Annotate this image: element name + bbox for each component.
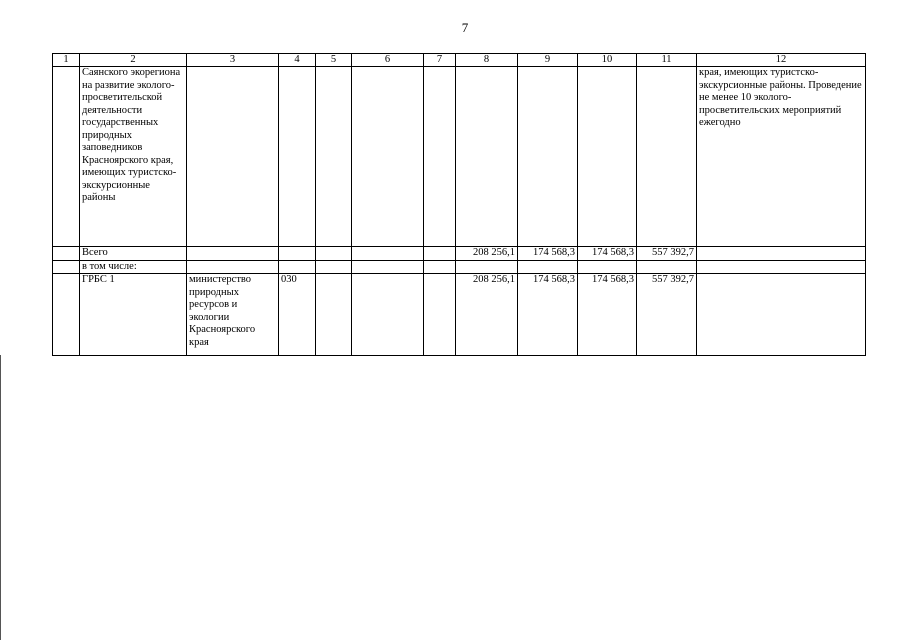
cell-empty bbox=[316, 67, 352, 247]
cell-empty bbox=[697, 260, 866, 274]
cell-empty bbox=[697, 247, 866, 261]
table-row-continuation bbox=[53, 67, 866, 247]
grbs-value-col11: 557 392,7 bbox=[637, 274, 697, 356]
cell-empty bbox=[424, 67, 456, 247]
cell-empty bbox=[279, 67, 316, 247]
table-row-grbs bbox=[53, 274, 866, 356]
cell-empty bbox=[187, 260, 279, 274]
table-row-total bbox=[53, 247, 866, 261]
grbs-value-col9: 174 568,3 bbox=[518, 274, 578, 356]
ministry-name: министерство природных ресурсов и экологии Красноярского края bbox=[187, 274, 279, 356]
cell-empty bbox=[352, 67, 424, 247]
cell-empty bbox=[187, 247, 279, 261]
cell-empty bbox=[424, 260, 456, 274]
cell-empty bbox=[637, 260, 697, 274]
cell-empty bbox=[352, 260, 424, 274]
expected-result-cell: края, имеющих туристско-экскурсионные районы. Проведение не менее 10 эколого-просветительских мероприятий ежегодно bbox=[697, 67, 866, 247]
scan-edge-line bbox=[0, 355, 1, 640]
cell-empty bbox=[578, 67, 637, 247]
cell-empty bbox=[53, 260, 80, 274]
total-value-col8: 208 256,1 bbox=[456, 247, 518, 261]
total-value-col9: 174 568,3 bbox=[518, 247, 578, 261]
column-number-row bbox=[53, 54, 866, 67]
column-header-5: 5 bbox=[316, 54, 352, 67]
cell-empty bbox=[352, 274, 424, 356]
grbs-value-col8: 208 256,1 bbox=[456, 274, 518, 356]
including-label: в том числе: bbox=[80, 260, 187, 274]
cell-empty bbox=[424, 247, 456, 261]
cell-empty bbox=[456, 67, 518, 247]
cell-empty bbox=[279, 247, 316, 261]
column-header-11: 11 bbox=[637, 54, 697, 67]
task-description-cell: Саянского экорегиона на развитие эколого-просветительской деятельности государственных природных заповедников Красноярского края, имеющих туристско-экскурсионные районы bbox=[80, 67, 187, 247]
column-header-12: 12 bbox=[697, 54, 866, 67]
column-header-2: 2 bbox=[80, 54, 187, 67]
table-row-including bbox=[53, 260, 866, 274]
total-value-col10: 174 568,3 bbox=[578, 247, 637, 261]
grbs-label: ГРБС 1 bbox=[80, 274, 187, 356]
cell-empty bbox=[518, 260, 578, 274]
cell-empty bbox=[518, 67, 578, 247]
page-number: 7 bbox=[461, 20, 469, 35]
cell-empty bbox=[279, 260, 316, 274]
cell-empty bbox=[697, 274, 866, 356]
grbs-value-col10: 174 568,3 bbox=[578, 274, 637, 356]
total-value-col11: 557 392,7 bbox=[637, 247, 697, 261]
column-header-8: 8 bbox=[456, 54, 518, 67]
cell-empty bbox=[456, 260, 518, 274]
cell-empty bbox=[637, 67, 697, 247]
cell-empty bbox=[53, 274, 80, 356]
cell-empty bbox=[53, 247, 80, 261]
column-header-9: 9 bbox=[518, 54, 578, 67]
cell-empty bbox=[316, 260, 352, 274]
cell-empty bbox=[578, 260, 637, 274]
column-header-3: 3 bbox=[187, 54, 279, 67]
column-header-1: 1 bbox=[53, 54, 80, 67]
column-header-7: 7 bbox=[424, 54, 456, 67]
cell-empty bbox=[316, 274, 352, 356]
cell-empty bbox=[352, 247, 424, 261]
grbs-code: 030 bbox=[279, 274, 316, 356]
cell-empty bbox=[187, 67, 279, 247]
program-table bbox=[52, 53, 866, 356]
cell-empty bbox=[316, 247, 352, 261]
cell-empty bbox=[53, 67, 80, 247]
column-header-4: 4 bbox=[279, 54, 316, 67]
column-header-6: 6 bbox=[352, 54, 424, 67]
cell-empty bbox=[424, 274, 456, 356]
column-header-10: 10 bbox=[578, 54, 637, 67]
total-label: Всего bbox=[80, 247, 187, 261]
